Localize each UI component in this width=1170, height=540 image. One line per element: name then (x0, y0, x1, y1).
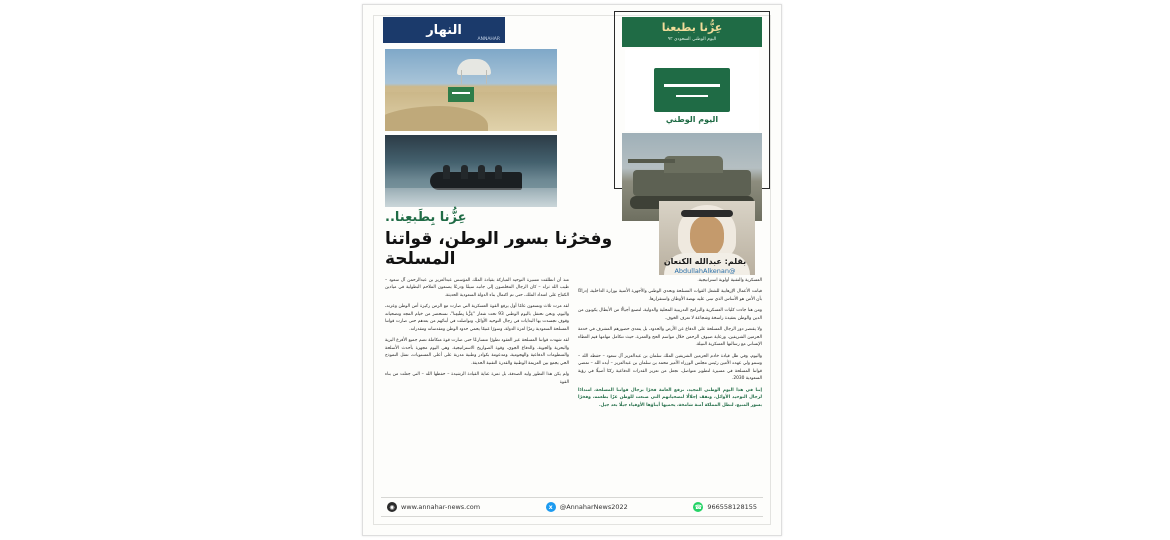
igal-band-shape (681, 210, 733, 217)
footer-contact-bar (381, 497, 763, 517)
badge-subtitle: اليوم الوطني السعودي ٩٣ (667, 36, 717, 42)
tank-barrel (628, 159, 676, 163)
paragraph-highlighted: إننا في هذا اليوم الوطني المجيد، نرفع العامة فخرًا برجال قواتنا المسلحة، امتدادًا لرجال التوحيد الأوائل، ونقف إجلالًا لتضحياتهم التي صنعت للوطن عزًا بطعمه، وفخرًا بسور المنيع، لتظل المملكة آمنة شامخة، يحميها أبناؤها الأوفياء جيلًا بعد جيل. (578, 387, 762, 408)
masthead-logo-text: النهار (426, 22, 462, 38)
byline-twitter-handle[interactable]: @AbdullahAlkenan (674, 267, 736, 275)
whatsapp-icon: ☎ (694, 503, 703, 511)
twitter-icon: x (546, 502, 556, 512)
globe-icon: ◉ (387, 502, 397, 512)
footer-twitter[interactable] (546, 502, 628, 512)
newspaper-masthead (383, 17, 505, 43)
paragraph: العسكرية والتقنية أولوية استراتيجية. (697, 278, 762, 283)
face-shape (690, 216, 724, 256)
paragraph: منذ أن انطلقت مسيرة التوحيد المباركة بقيادة الملك المؤسس عبدالعزيز بن عبدالرحمن آل سعود – طيب الله ثراه – كان الرجال المخلصون إلى جانبه سيفًا ودرعًا يصنعون الملاحم البطولية في ميادين الكفاح على امتداد الملك، حتى تم اكتمال بناء الدولة السعودية الحديثة. (385, 278, 569, 298)
paragraph: فباتت الأعمال الإرهابية للشعل القوات المسلحة وتحدي الوطني والأجهزة الأمنية بوزارة الداخلية، إدراكًا بأن الأمن هو الأساس الذي تبنى عليه نهضة الأوطان واستقرارها. (578, 289, 762, 302)
saudi-flag-icon (654, 68, 730, 112)
headline-main: وفخرُنا بسور الوطن، قواتنا المسلحة (385, 229, 613, 269)
article-column-right (385, 277, 569, 495)
footer-website[interactable] (387, 502, 480, 512)
paragraph: ولم يكن هذا التطور وليد الصدفة، بل ثمرة عناية القيادة الرشيدة – حفظها الله – التي جعلت من بناء القوة (385, 372, 569, 385)
footer-twitter-label: @AnnaharNews2022 (559, 503, 628, 511)
newspaper-page (362, 4, 782, 536)
emblem-caption: اليوم الوطني (665, 115, 719, 124)
parachute-desert-photo (385, 49, 557, 131)
paragraph: ولا يقتصر دور الرجال المسلحة على الدفاع عن الأرض والحدود، بل يتعدى حضورهم المشرف في خدمة الحرمين الشريفين، ورعاية ضيوف الرحمن خلال مواسم الحج والعمرة، حيث تتكامل مهامها قيم العطاء الإنساني مع رسالتها العسكرية النبيلة. (578, 327, 762, 348)
byline (651, 257, 759, 275)
paragraph: لقد مرت ثلاث وتسعون عامًا أول يرفع القوة العسكرية التي صارت مع الزمن ركيزة أمن الوطن وعزته، واليوم، ونحن نحتفل باليوم الوطني 93 تحت شعار "عِزُّنا بِطَبعِنا"، نستحضر من خيام المجد وتضحياته وقوف تجسدت بها البدايات في رجال التوحيد الأوائل، وتواصلت في أبنائهم من بعدهم حتى صارت قواتنا المسلحة السعودية رمزًا لعزة الدولة، وسورًا مَنيعًا يحمي حدود الوطن ومقدساته ومقدراته. (385, 304, 569, 332)
naval-boat-photo (385, 135, 557, 207)
saudi-flag-icon (448, 87, 474, 102)
water-wake (385, 188, 557, 207)
national-day-badge (622, 17, 762, 47)
footer-website-label: www.annahar-news.com (401, 503, 481, 511)
national-day-emblem (625, 49, 759, 131)
soldier-figure (461, 165, 468, 179)
headline-block (385, 210, 685, 269)
byline-author-name: بقلم: عبدالله الكنعان (663, 257, 747, 266)
headline-kicker: عِزُّنا بِطَبعِنا.. (385, 210, 467, 225)
paragraph: ومن هنا جاءت كليات العسكرية والبرامج التدريبية المحلية والدولية، لتصنع أجيالًا من الأبطال يكونون من الدين والوطن بعقيدة راسخة وشجاعة لا تعرف الخوف. (578, 308, 762, 321)
badge-title: عِزُّنا بطبعنا (661, 21, 723, 35)
soldier-figure (495, 165, 502, 179)
parachute-lines (461, 70, 487, 84)
article-body (385, 277, 762, 495)
masthead-logo-subtext: ANNAHAR (477, 37, 500, 42)
tank-hull (633, 170, 751, 196)
paragraph: واليوم، وفي ظل قيادة خادم الحرمين الشريفين الملك سلمان بن عبدالعزيز آل سعود – حفظه الله – وسمو ولي عهده الأمين رئيس مجلس الوزراء الأمير محمد بن سلمان بن عبدالعزيز – أيده الله – تمضي قواتنا المسلحة في مسيرة لتطوير متواصل، تجعل من تعزيز القدرات الدفاعية ركنًا أصيلًا في رؤية السعودية 2030. (578, 353, 762, 382)
soldier-figure (478, 165, 485, 179)
footer-whatsapp[interactable] (693, 502, 757, 512)
paragraph: لقد شهدت قواتنا المسلحة عبر العقود تطورًا متسارعًا حتى صارت قوة متكاملة تضم جميع الأفرع البرية والبحرية والجوية، والدفاع الجوي، وقوة الصواريخ الاستراتيجية. وهي اليوم مجهزة بأحدث الأسلحة والمنظومات الدفاعية والهجومية، ومدعومة بكوادر وطنية مدربة على أعلى المستويات، تمثل النموذج الحي يجمع بين العزيمة الوطنية والقدرة التقنية الحديثة. (385, 338, 569, 366)
article-column-left (578, 277, 762, 495)
soldier-figure (443, 165, 450, 179)
footer-whatsapp-label: 966558128155 (707, 503, 757, 511)
